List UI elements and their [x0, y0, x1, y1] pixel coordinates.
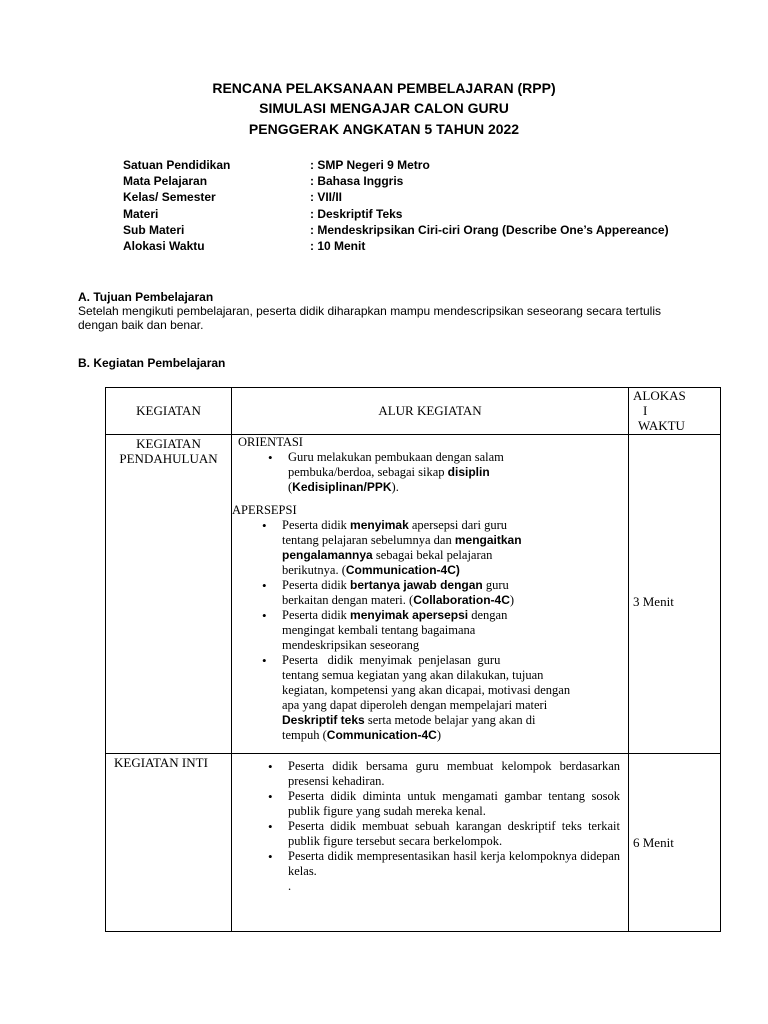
header-alokasi-line: ALOKAS [633, 388, 686, 403]
text-run: Peserta didik [282, 578, 351, 592]
keyword: menyimak [350, 518, 409, 532]
keyword: menyimak apersepsi [350, 608, 469, 622]
text-run: Peserta didik [282, 518, 351, 532]
text-line: kegiatan, kompetensi yang akan dicapai, motivasi dengan [282, 683, 571, 697]
meta-key: Sub Materi [123, 222, 185, 237]
keyword: disiplin [447, 465, 490, 479]
keyword: Communication-4C) [345, 563, 460, 577]
meta-key: Mata Pelajaran [123, 174, 208, 189]
keyword: bertanya jawab dengan [350, 578, 483, 592]
table-divider [106, 753, 720, 754]
apersepsi-item [254, 608, 618, 653]
meta-row-mapel [123, 173, 669, 189]
meta-key: Alokasi Waktu [123, 238, 205, 253]
text-run: apersepsi dari guru [408, 518, 507, 532]
text-line: mendeskripsikan seseorang [282, 638, 420, 652]
keyword: Communication-4C [326, 728, 437, 742]
trailing-dot: . [288, 879, 292, 893]
text-run: tentang pelajaran sebelumnya dan [282, 533, 455, 547]
apersepsi-heading: APERSEPSI [232, 503, 297, 517]
text-run: berikutnya. ( [282, 563, 346, 577]
identity-block [123, 157, 669, 254]
apersepsi-block [232, 503, 626, 743]
doc-title-line-3: PENGGERAK ANGKATAN 5 TAHUN 2022 [248, 121, 520, 137]
kegiatan-pendahuluan-label [106, 436, 231, 466]
meta-row-submateri [123, 222, 669, 238]
apersepsi-item [254, 578, 618, 608]
apersepsi-item [254, 653, 618, 743]
meta-value: : Bahasa Inggris [310, 174, 404, 189]
table-divider [628, 388, 629, 931]
section-a-line-1: Setelah mengikuti pembelajaran, peserta didik diharapkan mampu mendescripsikan seseorang secara tertulis [78, 304, 661, 318]
text-run: tempuh ( [282, 728, 327, 742]
inti-item: • Peserta didik bersama guru membuat kelompok berdasarkan presensi kehadiran. [260, 759, 620, 789]
text-line: apa yang dapat diperoleh dengan mempelajari materi [282, 698, 548, 712]
text-run: ) [509, 593, 515, 607]
keyword: Kedisiplinan/PPK [292, 480, 392, 494]
inti-item: • Peserta didik membuat sebuah karangan deskriptif teks terkait publik figure tersebut secara berkelompok. [260, 819, 620, 849]
meta-row-materi [123, 206, 669, 222]
orientasi-list [238, 450, 626, 495]
text-run: ( [288, 480, 293, 494]
header-alokasi-line: I [643, 403, 648, 418]
keyword: pengalamannya [282, 548, 373, 562]
orientasi-item [260, 450, 626, 495]
activity-table [105, 387, 721, 932]
meta-key: Satuan Pendidikan [123, 158, 231, 172]
meta-key: Kelas/ Semester [123, 190, 216, 205]
keyword: mengaitkan [454, 533, 522, 547]
header-alokasi-waktu [629, 388, 721, 433]
meta-row-satuan [123, 157, 669, 173]
header-alokasi-line: WAKTU [638, 418, 685, 433]
meta-key: Materi [123, 206, 159, 221]
doc-title-line-2: SIMULASI MENGAJAR CALON GURU [259, 100, 509, 116]
section-b-heading: B. Kegiatan Pembelajaran [78, 356, 226, 370]
text-run: ) [436, 728, 441, 742]
text-line: • Guru melakukan pembukaan dengan salam [288, 450, 504, 464]
text-run: ). [391, 480, 399, 494]
keyword: Collaboration-4C [413, 593, 510, 607]
section-a [78, 290, 661, 332]
waktu-pendahuluan: 3 Menit [633, 594, 674, 609]
text-run: Peserta didik [282, 608, 351, 622]
meta-value: : 10 Menit [310, 238, 366, 253]
inti-item: • Peserta didik mempresentasikan hasil kerja kelompoknya didepan kelas. [260, 849, 620, 879]
waktu-inti: 6 Menit [633, 835, 674, 850]
section-a-heading: A. Tujuan Pembelajaran [78, 290, 214, 304]
text-run: pembuka/berdoa, sebagai sikap [288, 465, 448, 479]
meta-value: : Deskriptif Teks [310, 206, 403, 221]
inti-item: • Peserta didik diminta untuk mengamati gambar tentang sosok publik figure yang sudah mereka kenal. [260, 789, 620, 819]
text-line: tentang semua kegiatan yang akan dilakukan, tujuan [282, 668, 544, 682]
doc-title-line-1: RENCANA PELAKSANAAN PEMBELAJARAN (RPP) [212, 80, 556, 96]
orientasi-heading: ORIENTASI [238, 435, 303, 449]
text-run: guru [482, 578, 509, 592]
text-run: dengan [468, 608, 508, 622]
apersepsi-list [232, 518, 626, 743]
label-line: KEGIATAN [136, 436, 201, 451]
text-run: berkaitan dengan materi. ( [282, 593, 414, 607]
text-run: sebagai bekal pelajaran [372, 548, 493, 562]
meta-value: : SMP Negeri 9 Metro [310, 158, 430, 172]
header-kegiatan: KEGIATAN [136, 403, 201, 418]
header-alur-kegiatan: ALUR KEGIATAN [378, 403, 482, 418]
inti-list [238, 759, 620, 879]
meta-row-kelas [123, 189, 669, 205]
meta-row-alokasi [123, 238, 669, 254]
meta-value: : VII/II [310, 190, 343, 205]
text-line: mengingat kembali tentang bagaimana [282, 623, 476, 637]
orientasi-block [238, 435, 626, 495]
meta-value: : Mendeskripsikan Ciri-ciri Orang (Describe One’s Appereance) [310, 222, 669, 237]
text-line: • Peserta didik menyimak penjelasan guru [282, 653, 501, 667]
text-run: serta metode belajar yang akan di [364, 713, 536, 727]
keyword: Deskriptif teks [282, 713, 365, 727]
inti-block [238, 759, 620, 894]
apersepsi-item [254, 518, 618, 578]
kegiatan-inti-label: KEGIATAN INTI [114, 755, 208, 770]
label-line: PENDAHULUAN [119, 451, 218, 466]
section-a-line-2: dengan baik dan benar. [78, 318, 204, 332]
